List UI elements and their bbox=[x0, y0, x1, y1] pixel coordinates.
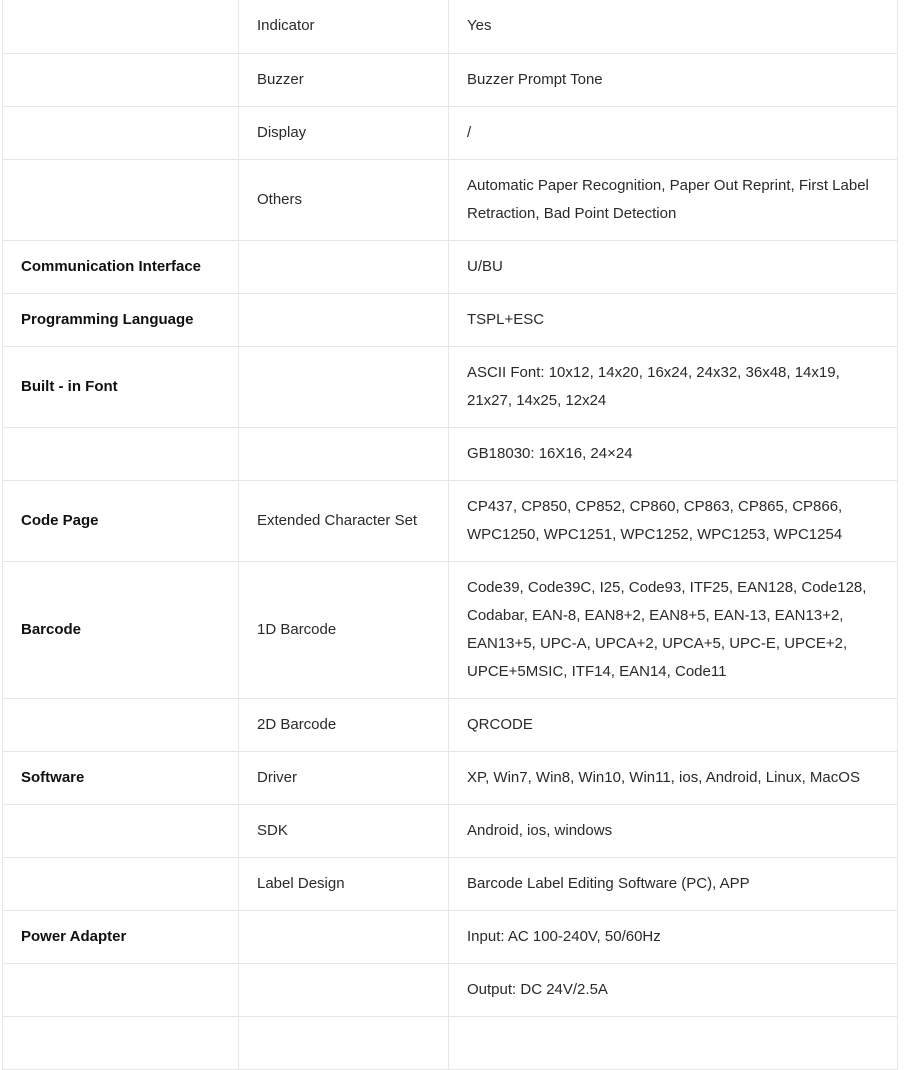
row-category bbox=[3, 804, 239, 857]
table-row bbox=[3, 106, 898, 159]
row-subcategory: Buzzer bbox=[239, 53, 449, 106]
row-subcategory: Indicator bbox=[239, 0, 449, 53]
row-subcategory: Display bbox=[239, 106, 449, 159]
table-row bbox=[3, 346, 898, 427]
row-category bbox=[3, 963, 239, 1016]
row-value: Automatic Paper Recognition, Paper Out Reprint, First Label Retraction, Bad Point Detection bbox=[449, 159, 898, 240]
row-value: Code39, Code39C, I25, Code93, ITF25, EAN128, Code128, Codabar, EAN-8, EAN8+2, EAN8+5, EAN-13, EAN13+2, EAN13+5, UPC-A, UPCA+2, UPCA+5, UPC-E, UPCE+2, UPCE+5MSIC, ITF14, EAN14, Code11 bbox=[449, 561, 898, 698]
row-value: XP, Win7, Win8, Win10, Win11, ios, Android, Linux, MacOS bbox=[449, 751, 898, 804]
row-subcategory bbox=[239, 963, 449, 1016]
row-category bbox=[3, 106, 239, 159]
row-category: Software bbox=[3, 751, 239, 804]
row-value: ASCII Font: 10x12, 14x20, 16x24, 24x32, 36x48, 14x19, 21x27, 14x25, 12x24 bbox=[449, 346, 898, 427]
row-subcategory: 1D Barcode bbox=[239, 561, 449, 698]
row-value: QRCODE bbox=[449, 698, 898, 751]
table-row bbox=[3, 804, 898, 857]
row-subcategory bbox=[239, 1016, 449, 1069]
table-row bbox=[3, 751, 898, 804]
table-row bbox=[3, 293, 898, 346]
row-subcategory bbox=[239, 427, 449, 480]
row-category bbox=[3, 53, 239, 106]
table-row bbox=[3, 698, 898, 751]
row-value: Yes bbox=[449, 0, 898, 53]
row-value bbox=[449, 1016, 898, 1069]
row-value: CP437, CP850, CP852, CP860, CP863, CP865, CP866, WPC1250, WPC1251, WPC1252, WPC1253, WPC1254 bbox=[449, 480, 898, 561]
table-row bbox=[3, 910, 898, 963]
table-row bbox=[3, 0, 898, 53]
row-value: Android, ios, windows bbox=[449, 804, 898, 857]
table-row bbox=[3, 963, 898, 1016]
table-row bbox=[3, 240, 898, 293]
row-category bbox=[3, 698, 239, 751]
spec-table bbox=[2, 0, 898, 1070]
row-subcategory bbox=[239, 240, 449, 293]
row-category: Code Page bbox=[3, 480, 239, 561]
row-value: U/BU bbox=[449, 240, 898, 293]
row-subcategory: Label Design bbox=[239, 857, 449, 910]
table-row bbox=[3, 480, 898, 561]
row-value: Output: DC 24V/2.5A bbox=[449, 963, 898, 1016]
row-value: Barcode Label Editing Software (PC), APP bbox=[449, 857, 898, 910]
row-value: TSPL+ESC bbox=[449, 293, 898, 346]
row-category: Communication Interface bbox=[3, 240, 239, 293]
row-value: / bbox=[449, 106, 898, 159]
table-row bbox=[3, 427, 898, 480]
row-value: GB18030: 16X16, 24×24 bbox=[449, 427, 898, 480]
row-subcategory: SDK bbox=[239, 804, 449, 857]
row-subcategory: Extended Character Set bbox=[239, 480, 449, 561]
spec-table-body bbox=[3, 0, 898, 1069]
row-value: Buzzer Prompt Tone bbox=[449, 53, 898, 106]
row-category bbox=[3, 1016, 239, 1069]
row-category: Barcode bbox=[3, 561, 239, 698]
row-value: Input: AC 100-240V, 50/60Hz bbox=[449, 910, 898, 963]
row-category bbox=[3, 0, 239, 53]
row-category bbox=[3, 159, 239, 240]
row-subcategory: 2D Barcode bbox=[239, 698, 449, 751]
row-subcategory bbox=[239, 910, 449, 963]
row-subcategory bbox=[239, 293, 449, 346]
row-category: Built - in Font bbox=[3, 346, 239, 427]
row-category bbox=[3, 427, 239, 480]
row-subcategory bbox=[239, 346, 449, 427]
table-row bbox=[3, 561, 898, 698]
row-category bbox=[3, 857, 239, 910]
row-category: Power Adapter bbox=[3, 910, 239, 963]
table-row bbox=[3, 159, 898, 240]
row-subcategory: Others bbox=[239, 159, 449, 240]
row-subcategory: Driver bbox=[239, 751, 449, 804]
table-row bbox=[3, 857, 898, 910]
row-category: Programming Language bbox=[3, 293, 239, 346]
table-row bbox=[3, 53, 898, 106]
table-row bbox=[3, 1016, 898, 1069]
